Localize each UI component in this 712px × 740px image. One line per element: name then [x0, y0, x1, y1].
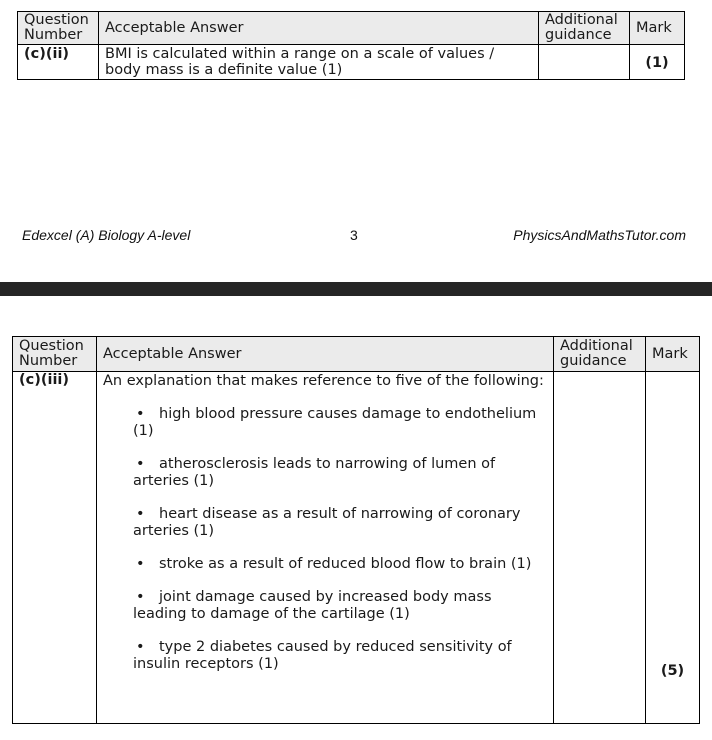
- header-question-number: Question Number: [18, 12, 99, 45]
- answer-intro: An explanation that makes reference to five of the following:: [103, 373, 544, 389]
- header-acceptable-answer: Acceptable Answer: [99, 12, 539, 45]
- list-item: • heart disease as a result of narrowing of coronary arteries (1): [133, 506, 521, 539]
- footer-source: PhysicsAndMathsTutor.com: [513, 227, 686, 243]
- question-number: (c)(iii): [13, 372, 97, 724]
- acceptable-answer: [97, 372, 554, 724]
- header-additional-guidance: Additional guidance: [539, 12, 630, 45]
- footer-course: Edexcel (A) Biology A-level: [22, 227, 191, 243]
- list-item: • atherosclerosis leads to narrowing of lumen of arteries (1): [133, 456, 496, 489]
- bullet-icon: •: [136, 506, 145, 522]
- mark-scheme-table-c-ii: [17, 11, 685, 80]
- table-header-row: [18, 12, 685, 45]
- table-row: [18, 45, 685, 80]
- list-item: • joint damage caused by increased body mass leading to damage of the cartilage (1): [133, 589, 492, 622]
- list-item: • stroke as a result of reduced blood flow to brain (1): [133, 556, 547, 573]
- bullet-icon: •: [136, 456, 145, 472]
- page-top: [0, 0, 712, 282]
- additional-guidance: [554, 372, 646, 724]
- header-mark: Mark: [646, 337, 700, 372]
- page-bottom: [0, 296, 712, 740]
- bullet-icon: •: [136, 639, 145, 655]
- additional-guidance: [539, 45, 630, 80]
- acceptable-answer: BMI is calculated within a range on a scale of values / body mass is a definite value (1): [99, 45, 539, 80]
- table-row: [13, 372, 700, 724]
- mark-value: (1): [645, 55, 669, 71]
- bullet-icon: •: [136, 406, 145, 422]
- mark-scheme-table-c-iii: [12, 336, 700, 724]
- list-item: • high blood pressure causes damage to endothelium (1): [133, 406, 537, 439]
- page-separator: [0, 282, 712, 296]
- footer-page-number: 3: [350, 227, 358, 243]
- header-additional-guidance: Additional guidance: [554, 337, 646, 372]
- header-acceptable-answer: Acceptable Answer: [97, 337, 554, 372]
- bullet-icon: •: [136, 589, 145, 605]
- header-mark: Mark: [630, 12, 685, 45]
- table-header-row: [13, 337, 700, 372]
- bullet-icon: •: [136, 556, 145, 572]
- question-number: (c)(ii): [18, 45, 99, 80]
- list-item: • type 2 diabetes caused by reduced sensitivity of insulin receptors (1): [133, 639, 512, 672]
- header-question-number: Question Number: [13, 337, 97, 372]
- mark-value: (5): [660, 663, 685, 679]
- answer-points: [103, 406, 547, 673]
